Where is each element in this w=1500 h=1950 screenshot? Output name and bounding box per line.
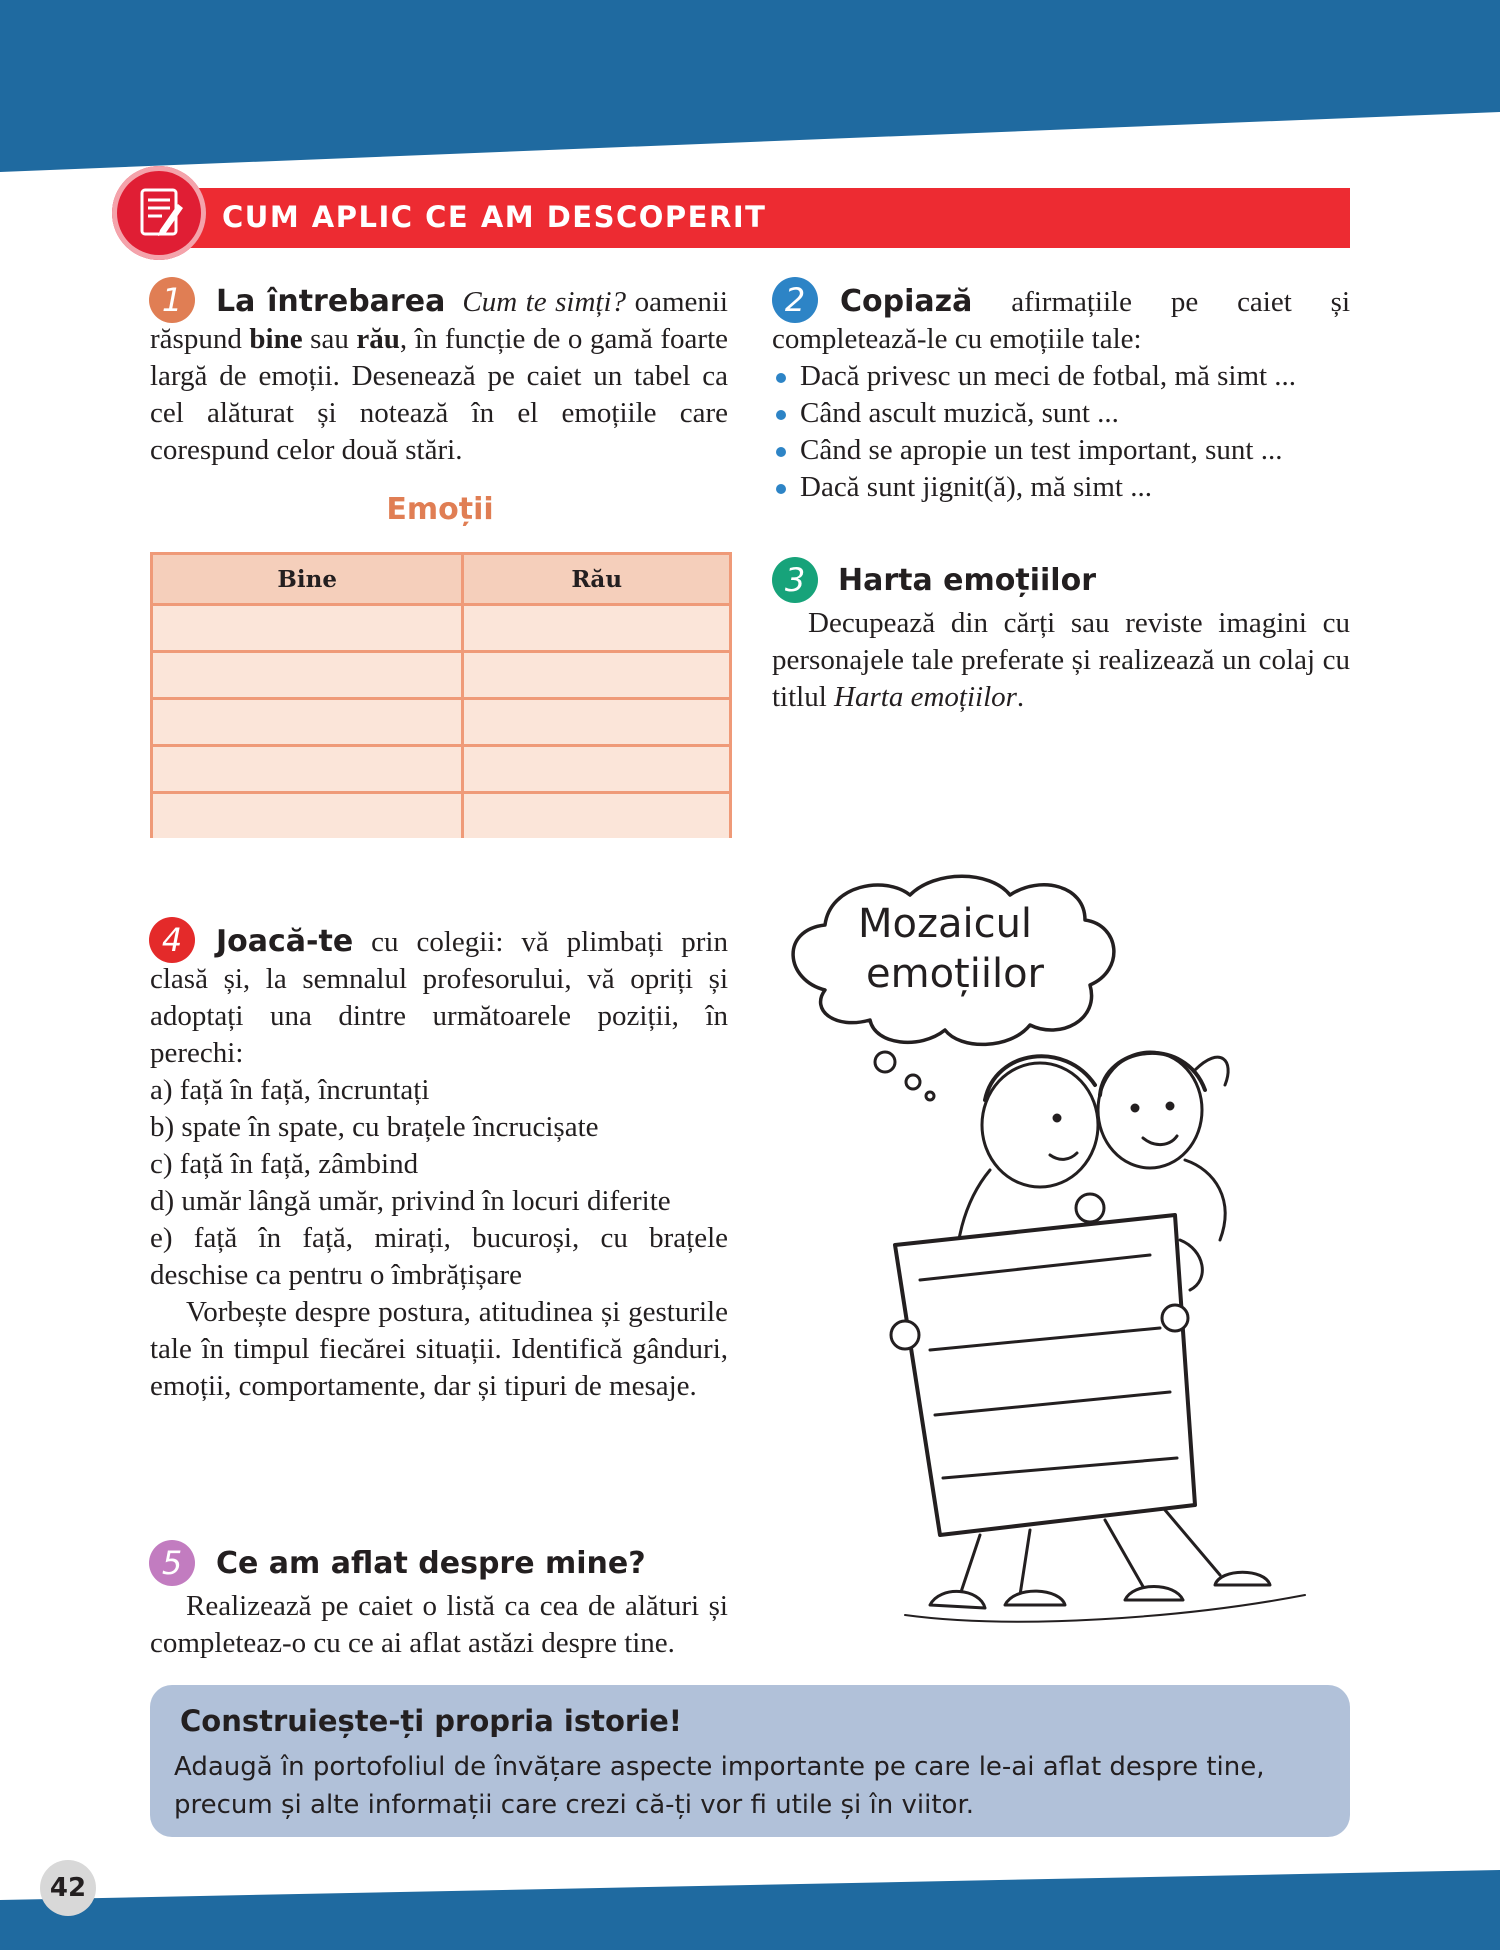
- callout-title: Construiește-ți propria istorie!: [180, 1704, 683, 1738]
- list-item: Dacă sunt jignit(ă), mă simt ...: [772, 469, 1350, 506]
- table-row: [152, 605, 731, 652]
- exercise-4-number: 4: [149, 917, 195, 963]
- list-item: e) față în față, mirați, bucuroși, cu brațele deschise ca pentru o îmbrățișare: [150, 1222, 728, 1291]
- exercise-4-text: Joacă-te cu colegii: vă plimbați prin clasă și, la semnalul profesorului, vă opriți și adoptați una dintre următoarele poziții, în perechi: a) față în față, încruntați b) spate în spate, cu brațele încrucișate c) față în față, zâmbind d) umăr lângă umăr, privind în locuri diferite e) față în față, mirați, bucuroși, cu brațele deschise ca pentru o îmbrățișare Vorbește despre postura, atitudinea și gesturile tale în timpul fiecărei situații. Identifică gânduri, emoții, comportamente, dar și tipuri de mesaje.: [150, 923, 728, 1405]
- top-blue-band: [0, 0, 1500, 175]
- table-row: [152, 652, 731, 699]
- exercise-5-text: Realizează pe caiet o listă ca cea de alături și completeaz-o cu ce ai aflat astăzi despre tine.: [150, 1590, 728, 1659]
- exercise-1-text: La întrebarea Cum te simți? oamenii răspund bine sau rău, în funcție de o gamă foarte largă de emoții. Desenează pe caiet un tabel ca cel alăturat și notează în el emoțiile care corespund celor două stări.: [150, 284, 728, 466]
- list-item: c) față în față, zâmbind: [150, 1148, 419, 1180]
- exercise-4-heading: Joacă-te: [216, 924, 354, 959]
- list-item: d) umăr lângă umăr, privind în locuri diferite: [150, 1185, 671, 1217]
- illustration-children-with-board: [765, 870, 1345, 1670]
- cloud-text-line-1: Mozaicul: [857, 901, 1033, 947]
- list-item: Dacă privesc un meci de fotbal, mă simt ...: [772, 358, 1350, 395]
- page-number: 42: [40, 1860, 96, 1916]
- table-row: [152, 699, 731, 746]
- exercise-2-number: 2: [772, 277, 818, 323]
- bottom-blue-band: [0, 1870, 1500, 1950]
- exercise-2-list: [772, 358, 1350, 506]
- emotions-table-title: Emoții: [386, 492, 494, 527]
- blank-board: [895, 1215, 1195, 1535]
- exercise-2-heading: Copiază: [840, 284, 973, 319]
- exercise-3-text: Decupează din cărți sau reviste imagini cu personajele tale preferate și realizează un colaj cu titlul Harta emoțiilor.: [772, 607, 1350, 713]
- column-header-bine: Bine: [152, 554, 463, 605]
- exercise-5-heading: Ce am aflat despre mine?: [216, 1546, 646, 1581]
- list-item: a) față în față, încruntați: [150, 1074, 430, 1106]
- list-item: Când se apropie un test important, sunt ...: [772, 432, 1350, 469]
- table-header-row: [152, 554, 731, 605]
- pencil-notepad-icon: [112, 166, 206, 260]
- table-row: [152, 793, 731, 839]
- table-row: [152, 746, 731, 793]
- exercise-3-heading: Harta emoțiilor: [838, 563, 1096, 598]
- exercise-1-question: Cum te simți?: [462, 286, 627, 318]
- list-item: Când ascult muzică, sunt ...: [772, 395, 1350, 432]
- section-badge: [112, 166, 206, 260]
- exercise-4-followup: Vorbește despre postura, atitudinea și gesturile tale în timpul fiecărei situații. Identifică gânduri, emoții, comportamente, dar și tipuri de mesaje.: [150, 1296, 728, 1402]
- list-item: b) spate în spate, cu brațele încrucișate: [150, 1111, 599, 1143]
- emotions-table: [150, 552, 732, 838]
- exercise-3-number: 3: [772, 557, 818, 603]
- column-header-rau: Rău: [463, 554, 731, 605]
- exercise-5-number: 5: [149, 1540, 195, 1586]
- callout-text: Adaugă în portofoliul de învățare aspecte importante pe care le-ai aflat despre tine, precum și alte informații care crezi că-ți vor fi utile și în viitor.: [174, 1752, 1265, 1820]
- exercise-1-heading: La întrebarea: [216, 284, 446, 319]
- exercise-1-number: 1: [149, 277, 195, 323]
- section-title: CUM APLIC CE AM DESCOPERIT: [222, 200, 767, 234]
- exercise-2-text: Copiază afirmațiile pe caiet și completează-le cu emoțiile tale: Dacă privesc un meci de fotbal, mă simt ... Când ascult muzică, sunt ... Când se apropie un test important, sunt ... Dacă sunt jignit(ă), mă simt ...: [772, 283, 1350, 506]
- cloud-text-line-2: emoțiilor: [866, 951, 1044, 997]
